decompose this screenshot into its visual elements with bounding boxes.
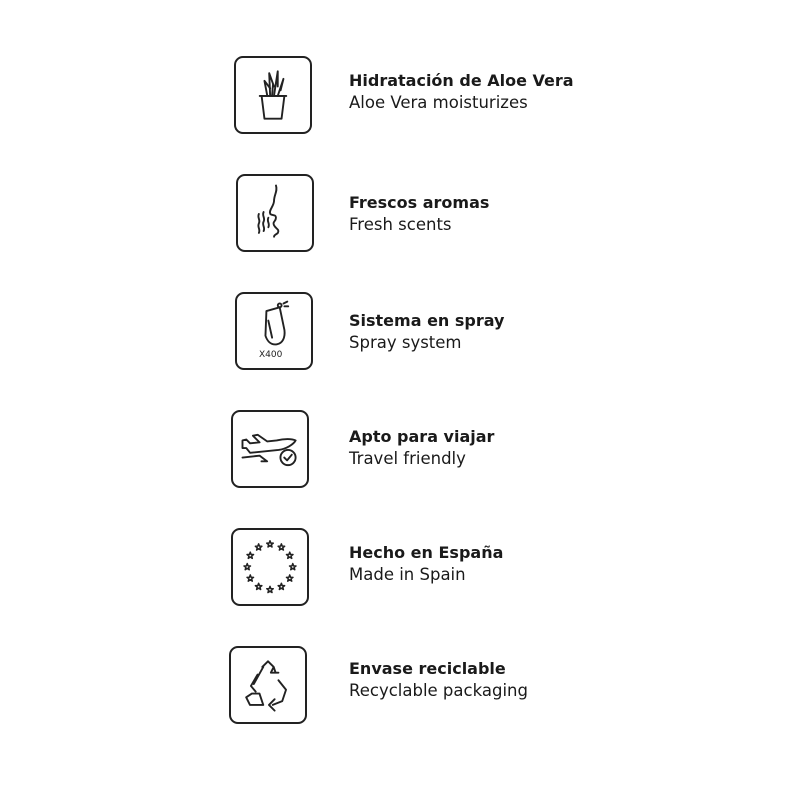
airplane-check-icon	[231, 410, 309, 488]
feature-title: Frescos aromas	[349, 193, 490, 212]
aloe-plant-icon	[234, 56, 312, 134]
feature-title: Hecho en España	[349, 543, 504, 562]
star-icon	[255, 544, 261, 550]
feature-subtitle: Fresh scents	[349, 215, 452, 234]
star-icon	[290, 564, 296, 570]
feature-aloe	[0, 56, 803, 138]
star-icon	[247, 575, 253, 581]
feature-subtitle: Spray system	[349, 333, 462, 352]
star-icon	[278, 583, 284, 589]
spray-can-icon	[235, 292, 313, 370]
spray-count-label: X400	[259, 350, 283, 360]
star-icon	[247, 552, 253, 558]
star-icon	[255, 583, 261, 589]
star-icon	[244, 564, 250, 570]
feature-scents	[0, 174, 803, 256]
nose-smell-icon	[236, 174, 314, 252]
feature-spray	[0, 292, 803, 374]
feature-subtitle: Made in Spain	[349, 565, 466, 584]
feature-travel	[0, 410, 803, 492]
star-icon	[286, 552, 292, 558]
feature-title: Envase reciclable	[349, 659, 506, 678]
feature-title: Apto para viajar	[349, 427, 495, 446]
star-icon	[267, 586, 273, 592]
feature-subtitle: Recyclable packaging	[349, 681, 528, 700]
feature-recyclable	[0, 646, 803, 728]
star-icon	[286, 575, 292, 581]
feature-subtitle: Aloe Vera moisturizes	[349, 93, 528, 112]
star-icon	[278, 544, 284, 550]
recycle-icon	[229, 646, 307, 724]
feature-spain	[0, 528, 803, 610]
feature-subtitle: Travel friendly	[349, 449, 466, 468]
eu-stars-icon	[231, 528, 309, 606]
feature-title: Hidratación de Aloe Vera	[349, 71, 574, 90]
feature-title: Sistema en spray	[349, 311, 505, 330]
star-icon	[267, 541, 273, 547]
